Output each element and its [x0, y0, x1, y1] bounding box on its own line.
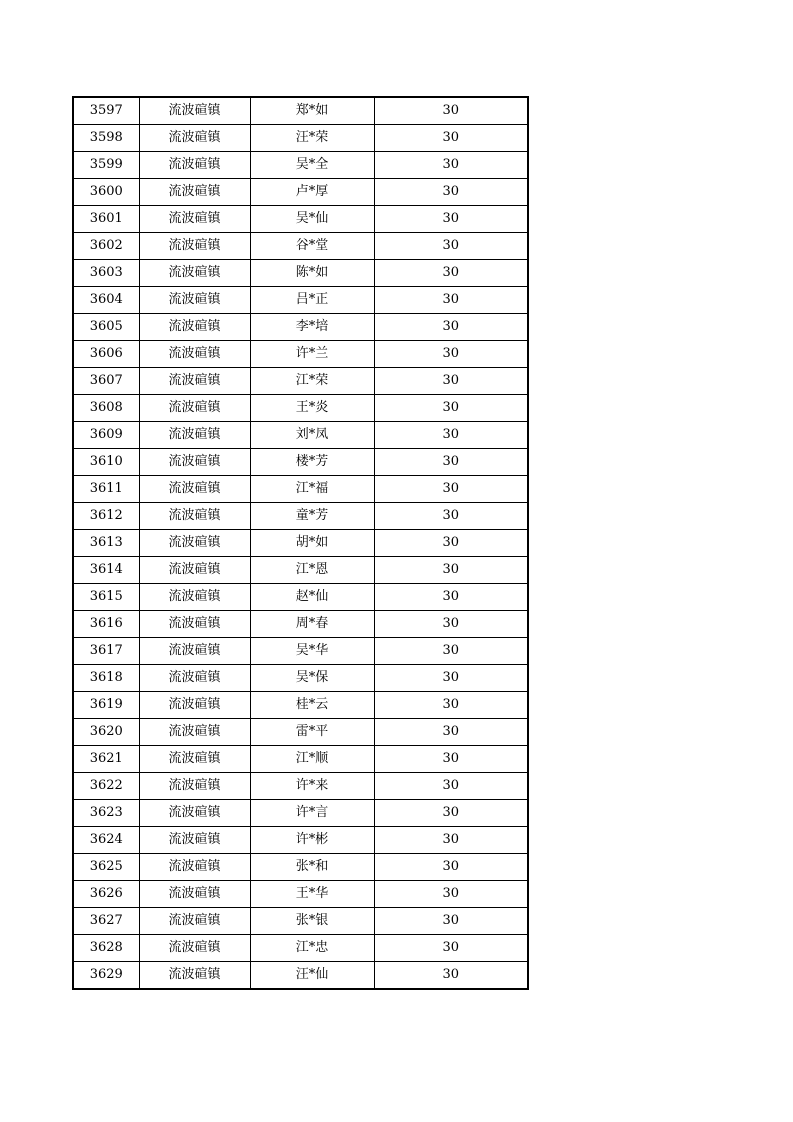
amount-cell: 30 [374, 854, 528, 881]
town-cell: 流波碹镇 [139, 665, 250, 692]
row-number-cell: 3627 [73, 908, 139, 935]
amount-cell: 30 [374, 584, 528, 611]
table-row [73, 179, 528, 206]
table-row [73, 773, 528, 800]
table-row [73, 449, 528, 476]
name-cell: 赵*仙 [250, 584, 374, 611]
amount-cell: 30 [374, 638, 528, 665]
row-number-cell: 3629 [73, 962, 139, 990]
amount-cell: 30 [374, 746, 528, 773]
amount-cell: 30 [374, 233, 528, 260]
table-row [73, 854, 528, 881]
table-row [73, 152, 528, 179]
amount-cell: 30 [374, 179, 528, 206]
name-cell: 许*兰 [250, 341, 374, 368]
table-row [73, 962, 528, 990]
table-row [73, 719, 528, 746]
amount-cell: 30 [374, 97, 528, 125]
row-number-cell: 3623 [73, 800, 139, 827]
town-cell: 流波碹镇 [139, 260, 250, 287]
row-number-cell: 3613 [73, 530, 139, 557]
town-cell: 流波碹镇 [139, 206, 250, 233]
amount-cell: 30 [374, 476, 528, 503]
row-number-cell: 3622 [73, 773, 139, 800]
row-number-cell: 3619 [73, 692, 139, 719]
amount-cell: 30 [374, 503, 528, 530]
table-row [73, 665, 528, 692]
amount-cell: 30 [374, 908, 528, 935]
name-cell: 许*言 [250, 800, 374, 827]
row-number-cell: 3612 [73, 503, 139, 530]
town-cell: 流波碹镇 [139, 449, 250, 476]
name-cell: 吕*正 [250, 287, 374, 314]
row-number-cell: 3607 [73, 368, 139, 395]
amount-cell: 30 [374, 341, 528, 368]
amount-cell: 30 [374, 395, 528, 422]
name-cell: 张*银 [250, 908, 374, 935]
amount-cell: 30 [374, 611, 528, 638]
amount-cell: 30 [374, 827, 528, 854]
amount-cell: 30 [374, 260, 528, 287]
row-number-cell: 3616 [73, 611, 139, 638]
row-number-cell: 3601 [73, 206, 139, 233]
town-cell: 流波碹镇 [139, 584, 250, 611]
table-row [73, 800, 528, 827]
name-cell: 王*炎 [250, 395, 374, 422]
row-number-cell: 3597 [73, 97, 139, 125]
town-cell: 流波碹镇 [139, 125, 250, 152]
amount-cell: 30 [374, 422, 528, 449]
table-row [73, 530, 528, 557]
row-number-cell: 3615 [73, 584, 139, 611]
table-row [73, 503, 528, 530]
table-row [73, 422, 528, 449]
town-cell: 流波碹镇 [139, 395, 250, 422]
row-number-cell: 3599 [73, 152, 139, 179]
town-cell: 流波碹镇 [139, 503, 250, 530]
name-cell: 童*芳 [250, 503, 374, 530]
data-table [72, 96, 529, 990]
town-cell: 流波碹镇 [139, 97, 250, 125]
town-cell: 流波碹镇 [139, 287, 250, 314]
table-row [73, 692, 528, 719]
town-cell: 流波碹镇 [139, 719, 250, 746]
amount-cell: 30 [374, 206, 528, 233]
name-cell: 吴*全 [250, 152, 374, 179]
amount-cell: 30 [374, 962, 528, 990]
amount-cell: 30 [374, 368, 528, 395]
amount-cell: 30 [374, 719, 528, 746]
town-cell: 流波碹镇 [139, 557, 250, 584]
table-row [73, 908, 528, 935]
table-row [73, 746, 528, 773]
town-cell: 流波碹镇 [139, 638, 250, 665]
table-row [73, 611, 528, 638]
row-number-cell: 3625 [73, 854, 139, 881]
name-cell: 刘*凤 [250, 422, 374, 449]
name-cell: 张*和 [250, 854, 374, 881]
row-number-cell: 3624 [73, 827, 139, 854]
table-row [73, 206, 528, 233]
row-number-cell: 3618 [73, 665, 139, 692]
row-number-cell: 3611 [73, 476, 139, 503]
table-row [73, 395, 528, 422]
name-cell: 吴*保 [250, 665, 374, 692]
name-cell: 王*华 [250, 881, 374, 908]
table-row [73, 557, 528, 584]
name-cell: 雷*平 [250, 719, 374, 746]
town-cell: 流波碹镇 [139, 422, 250, 449]
name-cell: 谷*堂 [250, 233, 374, 260]
town-cell: 流波碹镇 [139, 827, 250, 854]
name-cell: 桂*云 [250, 692, 374, 719]
name-cell: 郑*如 [250, 97, 374, 125]
table-body [73, 97, 528, 989]
town-cell: 流波碹镇 [139, 611, 250, 638]
table-row [73, 476, 528, 503]
town-cell: 流波碹镇 [139, 800, 250, 827]
name-cell: 陈*如 [250, 260, 374, 287]
row-number-cell: 3617 [73, 638, 139, 665]
amount-cell: 30 [374, 125, 528, 152]
name-cell: 江*福 [250, 476, 374, 503]
table-row [73, 584, 528, 611]
row-number-cell: 3621 [73, 746, 139, 773]
amount-cell: 30 [374, 314, 528, 341]
town-cell: 流波碹镇 [139, 233, 250, 260]
town-cell: 流波碹镇 [139, 773, 250, 800]
table-row [73, 341, 528, 368]
town-cell: 流波碹镇 [139, 341, 250, 368]
amount-cell: 30 [374, 935, 528, 962]
town-cell: 流波碹镇 [139, 152, 250, 179]
name-cell: 胡*如 [250, 530, 374, 557]
amount-cell: 30 [374, 530, 528, 557]
town-cell: 流波碹镇 [139, 962, 250, 990]
row-number-cell: 3602 [73, 233, 139, 260]
amount-cell: 30 [374, 692, 528, 719]
table-row [73, 97, 528, 125]
amount-cell: 30 [374, 800, 528, 827]
name-cell: 江*顺 [250, 746, 374, 773]
town-cell: 流波碹镇 [139, 530, 250, 557]
row-number-cell: 3614 [73, 557, 139, 584]
town-cell: 流波碹镇 [139, 368, 250, 395]
name-cell: 楼*芳 [250, 449, 374, 476]
name-cell: 吴*华 [250, 638, 374, 665]
row-number-cell: 3626 [73, 881, 139, 908]
name-cell: 江*恩 [250, 557, 374, 584]
row-number-cell: 3610 [73, 449, 139, 476]
name-cell: 汪*荣 [250, 125, 374, 152]
amount-cell: 30 [374, 287, 528, 314]
row-number-cell: 3628 [73, 935, 139, 962]
town-cell: 流波碹镇 [139, 908, 250, 935]
row-number-cell: 3609 [73, 422, 139, 449]
town-cell: 流波碹镇 [139, 692, 250, 719]
table-row [73, 287, 528, 314]
row-number-cell: 3620 [73, 719, 139, 746]
amount-cell: 30 [374, 152, 528, 179]
table-row [73, 260, 528, 287]
name-cell: 许*彬 [250, 827, 374, 854]
name-cell: 卢*厚 [250, 179, 374, 206]
table-row [73, 368, 528, 395]
table-row [73, 881, 528, 908]
row-number-cell: 3598 [73, 125, 139, 152]
row-number-cell: 3608 [73, 395, 139, 422]
table-row [73, 125, 528, 152]
row-number-cell: 3605 [73, 314, 139, 341]
amount-cell: 30 [374, 773, 528, 800]
row-number-cell: 3600 [73, 179, 139, 206]
table-row [73, 638, 528, 665]
name-cell: 许*来 [250, 773, 374, 800]
table-row [73, 935, 528, 962]
amount-cell: 30 [374, 557, 528, 584]
name-cell: 吴*仙 [250, 206, 374, 233]
town-cell: 流波碹镇 [139, 854, 250, 881]
amount-cell: 30 [374, 881, 528, 908]
town-cell: 流波碹镇 [139, 179, 250, 206]
town-cell: 流波碹镇 [139, 476, 250, 503]
row-number-cell: 3604 [73, 287, 139, 314]
name-cell: 江*忠 [250, 935, 374, 962]
table-row [73, 314, 528, 341]
town-cell: 流波碹镇 [139, 935, 250, 962]
row-number-cell: 3603 [73, 260, 139, 287]
name-cell: 汪*仙 [250, 962, 374, 990]
town-cell: 流波碹镇 [139, 314, 250, 341]
name-cell: 江*荣 [250, 368, 374, 395]
town-cell: 流波碹镇 [139, 881, 250, 908]
table-row [73, 827, 528, 854]
amount-cell: 30 [374, 665, 528, 692]
table-row [73, 233, 528, 260]
amount-cell: 30 [374, 449, 528, 476]
name-cell: 周*春 [250, 611, 374, 638]
town-cell: 流波碹镇 [139, 746, 250, 773]
row-number-cell: 3606 [73, 341, 139, 368]
name-cell: 李*培 [250, 314, 374, 341]
